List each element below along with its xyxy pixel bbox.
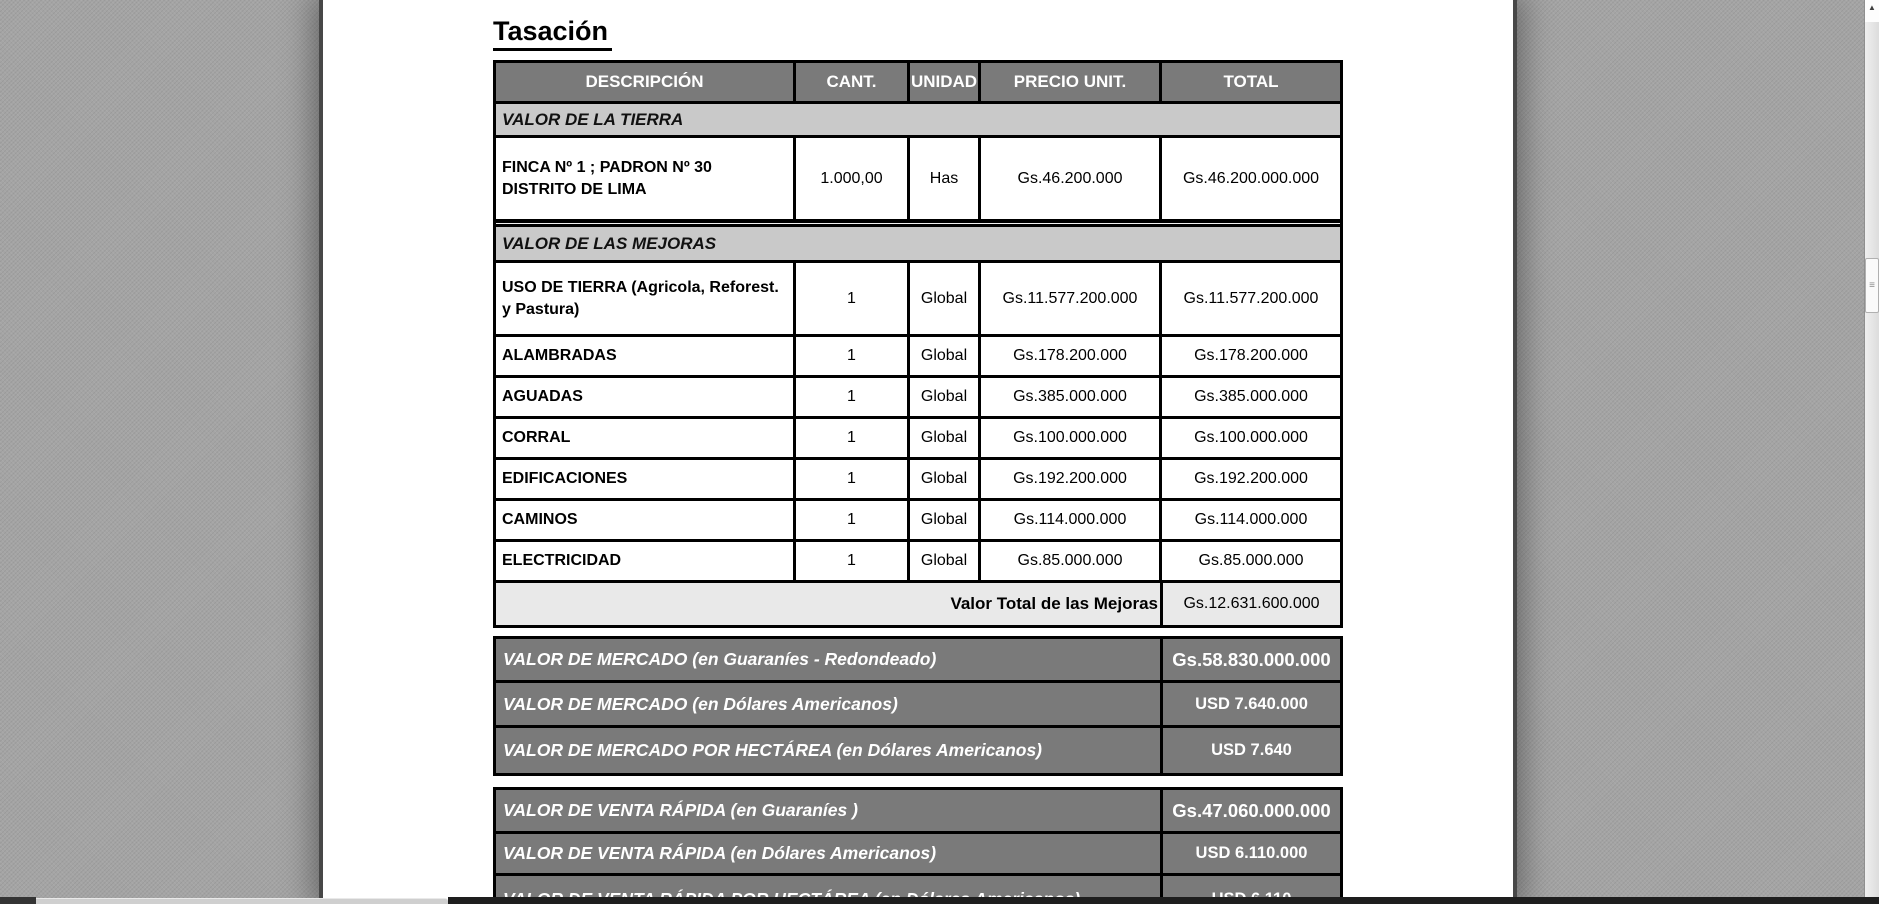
finca-precio: Gs.46.200.000 (981, 138, 1162, 219)
row-description: USO DE TIERRA (Agricola, Reforest. y Pastura) (496, 263, 796, 334)
scroll-up-button[interactable] (1865, 0, 1879, 22)
header-unidad: UNIDAD (910, 63, 981, 101)
document-page (319, 0, 1517, 904)
row-unidad: Global (910, 419, 981, 457)
vertical-scrollbar[interactable] (1864, 0, 1879, 904)
row-description: ALAMBRADAS (496, 337, 796, 375)
header-cant: CANT. (796, 63, 910, 101)
summary-value: USD 7.640.000 (1195, 694, 1308, 713)
summary-value: Gs.58.830.000.000 (1172, 648, 1331, 670)
row-unidad: Global (910, 542, 981, 580)
row-precio: Gs.385.000.000 (981, 378, 1162, 416)
row-total: Gs.85.000.000 (1198, 552, 1304, 569)
row-description: ELECTRICIDAD (496, 542, 796, 580)
table-row (496, 337, 1340, 378)
finca-total: Gs.46.200.000.000 (1182, 169, 1320, 187)
header-precio-unit: PRECIO UNIT. (981, 63, 1162, 101)
row-precio: Gs.85.000.000 (981, 542, 1162, 580)
row-total: Gs.11.577.200.000 (1183, 289, 1319, 307)
row-precio: Gs.114.000.000 (981, 501, 1162, 539)
summary-label: VALOR DE VENTA RÁPIDA (en Guaraníes ) (496, 790, 1163, 831)
bottom-edge-dark-left (0, 897, 36, 904)
summary-row (496, 834, 1340, 876)
row-total: Gs.114.000.000 (1194, 511, 1308, 528)
row-total: Gs.192.200.000 (1194, 470, 1308, 487)
bottom-window-edge (0, 897, 1879, 904)
row-cant: 1 (796, 378, 910, 416)
appraisal-table (493, 60, 1343, 628)
table-row (496, 460, 1340, 501)
row-total: Gs.385.000.000 (1194, 388, 1308, 405)
summary-value: USD 6.110.000 (1195, 844, 1308, 862)
row-precio: Gs.100.000.000 (981, 419, 1162, 457)
table-row (496, 263, 1340, 337)
total-mejoras-value: Gs.12.631.600.000 (1183, 595, 1320, 612)
row-cant: 1 (796, 419, 910, 457)
up-arrow-icon: ▲ (1868, 3, 1876, 12)
scrollbar-thumb[interactable] (1865, 258, 1879, 313)
summary-label: VALOR DE MERCADO (en Dólares Americanos) (496, 683, 1163, 725)
row-description: CAMINOS (496, 501, 796, 539)
finca-line2: DISTRITO DE LIMA (502, 180, 647, 198)
document-content (323, 0, 1353, 904)
finca-cant: 1.000,00 (796, 138, 910, 219)
mercado-summary-block (493, 636, 1343, 776)
table-row (496, 419, 1340, 460)
total-mejoras-label: Valor Total de las Mejoras (496, 583, 1163, 625)
summary-label: VALOR DE MERCADO POR HECTÁREA (en Dólares Americanos) (496, 728, 1163, 773)
row-unidad: Global (910, 337, 981, 375)
summary-value: Gs.47.060.000.000 (1172, 799, 1331, 821)
row-description: AGUADAS (496, 378, 796, 416)
summary-label: VALOR DE VENTA RÁPIDA (en Dólares Americanos) (496, 834, 1163, 873)
row-description: CORRAL (496, 419, 796, 457)
summary-label: VALOR DE MERCADO (en Guaraníes - Redondeado) (496, 639, 1163, 680)
total-mejoras-row (496, 583, 1340, 625)
row-unidad: Global (910, 460, 981, 498)
row-total: Gs.100.000.000 (1194, 429, 1308, 446)
table-row (496, 378, 1340, 419)
table-row-finca (496, 138, 1340, 223)
finca-unidad: Has (910, 138, 981, 219)
row-unidad: Global (910, 378, 981, 416)
section-valor-tierra: VALOR DE LA TIERRA (496, 104, 1340, 138)
venta-rapida-summary-block (493, 787, 1343, 904)
row-cant: 1 (796, 542, 910, 580)
table-row (496, 501, 1340, 542)
row-unidad: Global (910, 263, 981, 334)
finca-line1: FINCA Nº 1 ; PADRON Nº 30 (502, 158, 712, 176)
row-cant: 1 (796, 501, 910, 539)
row-precio: Gs.192.200.000 (981, 460, 1162, 498)
row-total: Gs.178.200.000 (1194, 347, 1308, 364)
row-precio: Gs.178.200.000 (981, 337, 1162, 375)
row-description: EDIFICACIONES (496, 460, 796, 498)
summary-row (496, 683, 1340, 728)
thumb-grip-icon: ≡ (1869, 280, 1875, 291)
finca-description (496, 138, 796, 219)
header-total: TOTAL (1223, 72, 1279, 91)
row-unidad: Global (910, 501, 981, 539)
bottom-edge-light (36, 898, 448, 904)
page-title: Tasación (493, 16, 612, 51)
table-header-row (496, 63, 1340, 104)
table-row (496, 542, 1340, 583)
row-cant: 1 (796, 460, 910, 498)
row-cant: 1 (796, 337, 910, 375)
header-descripcion: DESCRIPCIÓN (496, 63, 796, 101)
row-precio: Gs.11.577.200.000 (981, 263, 1162, 334)
bottom-edge-dark-right (448, 897, 1879, 904)
summary-row (496, 639, 1340, 683)
section-valor-mejoras: VALOR DE LAS MEJORAS (496, 227, 1340, 263)
summary-value: USD 7.640 (1211, 741, 1292, 759)
row-cant: 1 (796, 263, 910, 334)
summary-row (496, 790, 1340, 834)
summary-row (496, 728, 1340, 773)
